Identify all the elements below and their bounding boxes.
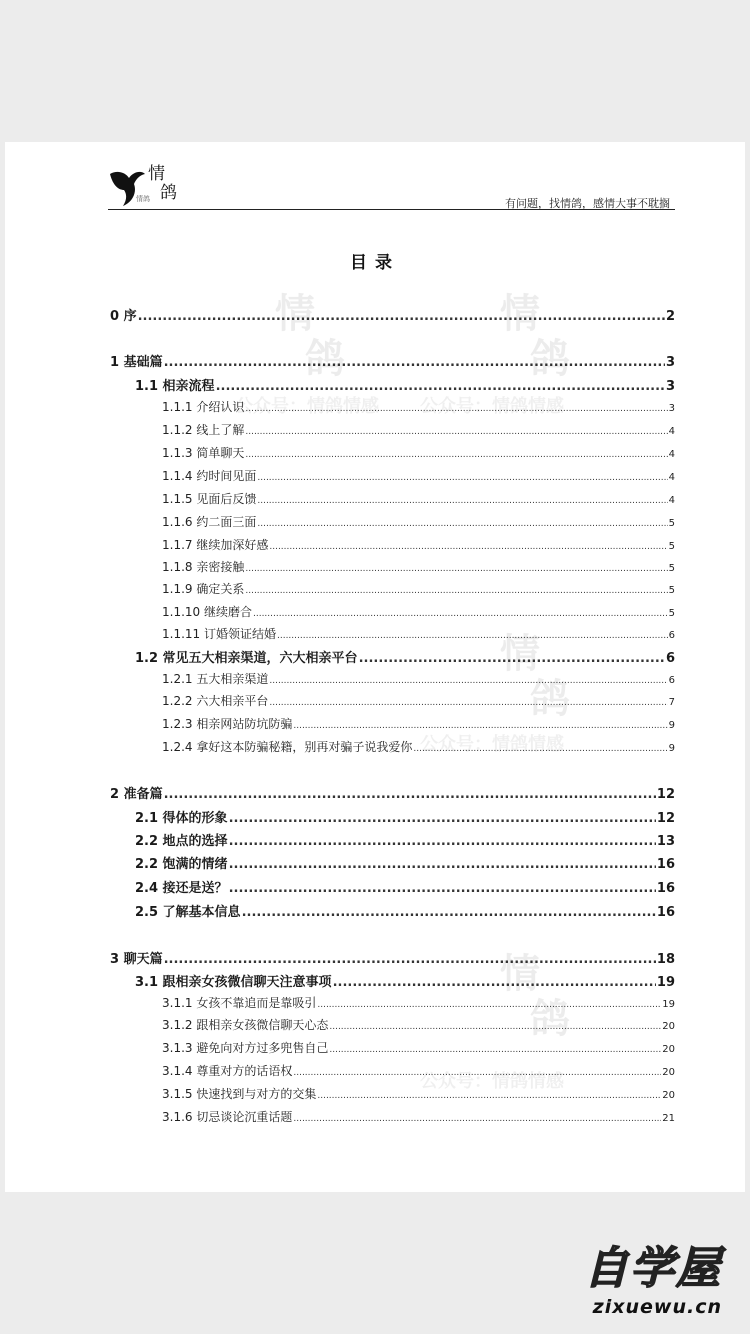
toc-leader-dots — [333, 975, 656, 990]
watermark-char: 情 — [500, 630, 540, 677]
toc-entry-level2[interactable] — [135, 971, 675, 990]
toc-entry-label: 0 序 — [110, 309, 137, 324]
toc-entry-page: 5 — [668, 518, 675, 529]
toc-entry-level3[interactable] — [162, 444, 675, 461]
toc-leader-dots — [329, 1045, 661, 1055]
toc-leader-dots — [257, 473, 667, 483]
toc-entry-page: 4 — [668, 426, 675, 437]
toc-leader-dots — [359, 651, 665, 666]
toc-entry-label: 1.1.11 订婚领证结婚 — [162, 627, 276, 641]
watermark-char: 鸽 — [530, 995, 570, 1042]
watermark-char: 鸽 — [305, 335, 345, 382]
toc-entry-level3[interactable] — [162, 715, 675, 732]
toc-entry-page: 9 — [668, 720, 675, 731]
toc-leader-dots — [269, 698, 667, 708]
watermark-account: 公众号：情鸽情感 — [420, 734, 564, 755]
toc-leader-dots — [216, 379, 665, 394]
toc-leader-dots — [245, 450, 667, 460]
toc-entry-label: 1.1.1 介绍认识 — [162, 400, 245, 414]
toc-entry-page: 16 — [656, 857, 675, 872]
toc-leader-dots — [293, 1114, 661, 1124]
toc-entry-page: 20 — [662, 1044, 675, 1055]
toc-leader-dots — [229, 857, 656, 872]
toc-entry-label: 3.1.2 跟相亲女孩微信聊天心态 — [162, 1018, 329, 1032]
toc-entry-label: 2.1 得体的形象 — [135, 811, 228, 826]
toc-entry-level2[interactable] — [135, 830, 675, 849]
toc-entry-label: 3.1.4 尊重对方的话语权 — [162, 1064, 293, 1078]
toc-entry-label: 1.1.5 见面后反馈 — [162, 492, 257, 506]
toc-entry-page: 3 — [668, 403, 675, 414]
toc-entry-label: 1.1 相亲流程 — [135, 379, 215, 394]
toc-entry-level3[interactable] — [162, 738, 675, 755]
toc-entry-page: 21 — [662, 1113, 675, 1124]
toc-leader-dots — [413, 744, 667, 754]
toc-entry-label: 1.1.6 约二面三面 — [162, 515, 257, 529]
toc-leader-dots — [229, 881, 656, 896]
table-of-contents — [5, 142, 745, 1192]
toc-entry-page: 5 — [668, 585, 675, 596]
document-page — [5, 142, 745, 1192]
toc-entry-page: 20 — [662, 1067, 675, 1078]
toc-entry-page: 16 — [656, 881, 675, 896]
toc-leader-dots — [229, 834, 656, 849]
watermark-char: 情 — [500, 950, 540, 997]
toc-entry-level3[interactable] — [162, 536, 675, 553]
logo-wordmark: 情 鸽 — [148, 164, 177, 203]
toc-entry-label: 1.1.4 约时间见面 — [162, 469, 257, 483]
toc-entry-level2[interactable] — [135, 647, 675, 666]
toc-leader-dots — [317, 1091, 661, 1101]
toc-entry-level2[interactable] — [135, 807, 675, 826]
toc-entry-page: 4 — [668, 449, 675, 460]
toc-leader-dots — [269, 542, 667, 552]
toc-entry-page: 3 — [665, 379, 675, 394]
toc-entry-level1[interactable] — [110, 783, 675, 802]
toc-leader-dots — [329, 1022, 661, 1032]
toc-entry-label: 1.1.3 简单聊天 — [162, 446, 245, 460]
toc-leader-dots — [229, 811, 656, 826]
toc-entry-label: 2.5 了解基本信息 — [135, 905, 241, 920]
toc-entry-level3[interactable] — [162, 1085, 675, 1102]
toc-entry-level3[interactable] — [162, 994, 675, 1011]
toc-entry-page: 19 — [662, 999, 675, 1010]
watermark-account: 公众号：情鸽情感 — [420, 396, 564, 417]
toc-entry-level3[interactable] — [162, 558, 675, 575]
toc-entry-page: 6 — [668, 675, 675, 686]
toc-entry-level3[interactable] — [162, 467, 675, 484]
toc-leader-dots — [164, 355, 665, 370]
toc-entry-page: 5 — [668, 608, 675, 619]
toc-entry-label: 2.2 饱满的情绪 — [135, 857, 228, 872]
toc-entry-level3[interactable] — [162, 398, 675, 415]
toc-entry-page: 12 — [656, 787, 675, 802]
toc-entry-page: 9 — [668, 743, 675, 754]
toc-entry-page: 3 — [665, 355, 675, 370]
watermark-account: 公众号：情鸽情感 — [235, 396, 379, 417]
toc-entry-page: 20 — [662, 1090, 675, 1101]
toc-entry-label: 1.2.2 六大相亲平台 — [162, 694, 269, 708]
watermark-char: 鸽 — [530, 335, 570, 382]
toc-entry-label: 1.1.10 继续磨合 — [162, 605, 252, 619]
toc-entry-level3[interactable] — [162, 1108, 675, 1125]
toc-entry-page: 4 — [668, 495, 675, 506]
toc-entry-level3[interactable] — [162, 580, 675, 597]
toc-entry-label: 1.2.3 相亲网站防坑防骗 — [162, 717, 293, 731]
toc-entry-level2[interactable] — [135, 901, 675, 920]
toc-entry-page: 13 — [656, 834, 675, 849]
toc-leader-dots — [245, 427, 667, 437]
toc-entry-page: 6 — [665, 651, 675, 666]
toc-leader-dots — [245, 586, 667, 596]
toc-entry-label: 1.1.8 亲密接触 — [162, 560, 245, 574]
toc-entry-label: 1.2 常见五大相亲渠道，六大相亲平台 — [135, 651, 358, 666]
toc-leader-dots — [245, 404, 667, 414]
toc-leader-dots — [293, 721, 667, 731]
toc-entry-label: 1.2.1 五大相亲渠道 — [162, 672, 269, 686]
toc-entry-level3[interactable] — [162, 1062, 675, 1079]
toc-leader-dots — [293, 1068, 661, 1078]
toc-entry-label: 2 准备篇 — [110, 787, 163, 802]
toc-entry-level3[interactable] — [162, 490, 675, 507]
header-tagline: 有问题，找情鸽，感情大事不耽搁 — [505, 197, 670, 210]
toc-entry-level3[interactable] — [162, 421, 675, 438]
site-url: zixuewu.cn — [592, 1296, 722, 1318]
toc-entry-level3[interactable] — [162, 692, 675, 709]
toc-entry-label: 1.1.9 确定关系 — [162, 582, 245, 596]
toc-title: 目录 — [350, 253, 400, 273]
toc-entry-page: 19 — [656, 975, 675, 990]
toc-entry-label: 3.1 跟相亲女孩微信聊天注意事项 — [135, 975, 332, 990]
toc-leader-dots — [138, 309, 665, 324]
toc-entry-level3[interactable] — [162, 625, 675, 642]
toc-entry-page: 7 — [668, 697, 675, 708]
toc-entry-label: 1.1.2 线上了解 — [162, 423, 245, 437]
toc-leader-dots — [245, 564, 667, 574]
toc-entry-page: 5 — [668, 541, 675, 552]
toc-entry-level2[interactable] — [135, 877, 675, 896]
toc-entry-level3[interactable] — [162, 513, 675, 530]
toc-entry-label: 2.4 接还是送？ — [135, 881, 228, 896]
toc-entry-label: 1.1.7 继续加深好感 — [162, 538, 269, 552]
toc-entry-label: 1.2.4 拿好这本防骗秘籍，别再对骗子说我爱你 — [162, 740, 413, 754]
toc-leader-dots — [242, 905, 656, 920]
toc-entry-level3[interactable] — [162, 603, 675, 620]
toc-entry-page: 6 — [668, 630, 675, 641]
toc-leader-dots — [257, 496, 667, 506]
toc-entry-page: 12 — [656, 811, 675, 826]
toc-entry-label: 3.1.3 避免向对方过多兜售自己 — [162, 1041, 329, 1055]
toc-entry-page: 4 — [668, 472, 675, 483]
toc-leader-dots — [164, 952, 656, 967]
toc-entry-level2[interactable] — [135, 853, 675, 872]
toc-entry-level1[interactable] — [110, 305, 675, 324]
toc-entry-page: 5 — [668, 563, 675, 574]
toc-entry-label: 2.2 地点的选择 — [135, 834, 228, 849]
toc-entry-page: 16 — [656, 905, 675, 920]
toc-leader-dots — [257, 519, 667, 529]
toc-leader-dots — [277, 631, 668, 641]
toc-entry-level3[interactable] — [162, 1016, 675, 1033]
toc-entry-level3[interactable] — [162, 670, 675, 687]
watermark-char: 情 — [500, 290, 540, 337]
toc-entry-label: 3 聊天篇 — [110, 952, 163, 967]
toc-entry-level1[interactable] — [110, 948, 675, 967]
toc-entry-page: 20 — [662, 1021, 675, 1032]
toc-leader-dots — [317, 1000, 661, 1010]
toc-entry-page: 2 — [665, 309, 675, 324]
toc-leader-dots — [269, 676, 667, 686]
watermark-char: 鸽 — [530, 675, 570, 722]
logo-subtext: 情鸽 — [136, 195, 150, 203]
toc-entry-label: 3.1.6 切忌谈论沉重话题 — [162, 1110, 293, 1124]
toc-leader-dots — [253, 609, 668, 619]
watermark-char: 情 — [275, 290, 315, 337]
toc-leader-dots — [164, 787, 656, 802]
watermark-account: 公众号：情鸽情感 — [420, 1071, 564, 1092]
toc-entry-level2[interactable] — [135, 375, 675, 394]
site-logo: 自学屋 — [584, 1243, 722, 1294]
toc-entry-label: 3.1.1 女孩不靠追而是靠吸引 — [162, 996, 317, 1010]
toc-entry-level1[interactable] — [110, 351, 675, 370]
toc-entry-label: 1 基础篇 — [110, 355, 163, 370]
toc-entry-level3[interactable] — [162, 1039, 675, 1056]
toc-entry-label: 3.1.5 快速找到与对方的交集 — [162, 1087, 317, 1101]
toc-entry-page: 18 — [656, 952, 675, 967]
